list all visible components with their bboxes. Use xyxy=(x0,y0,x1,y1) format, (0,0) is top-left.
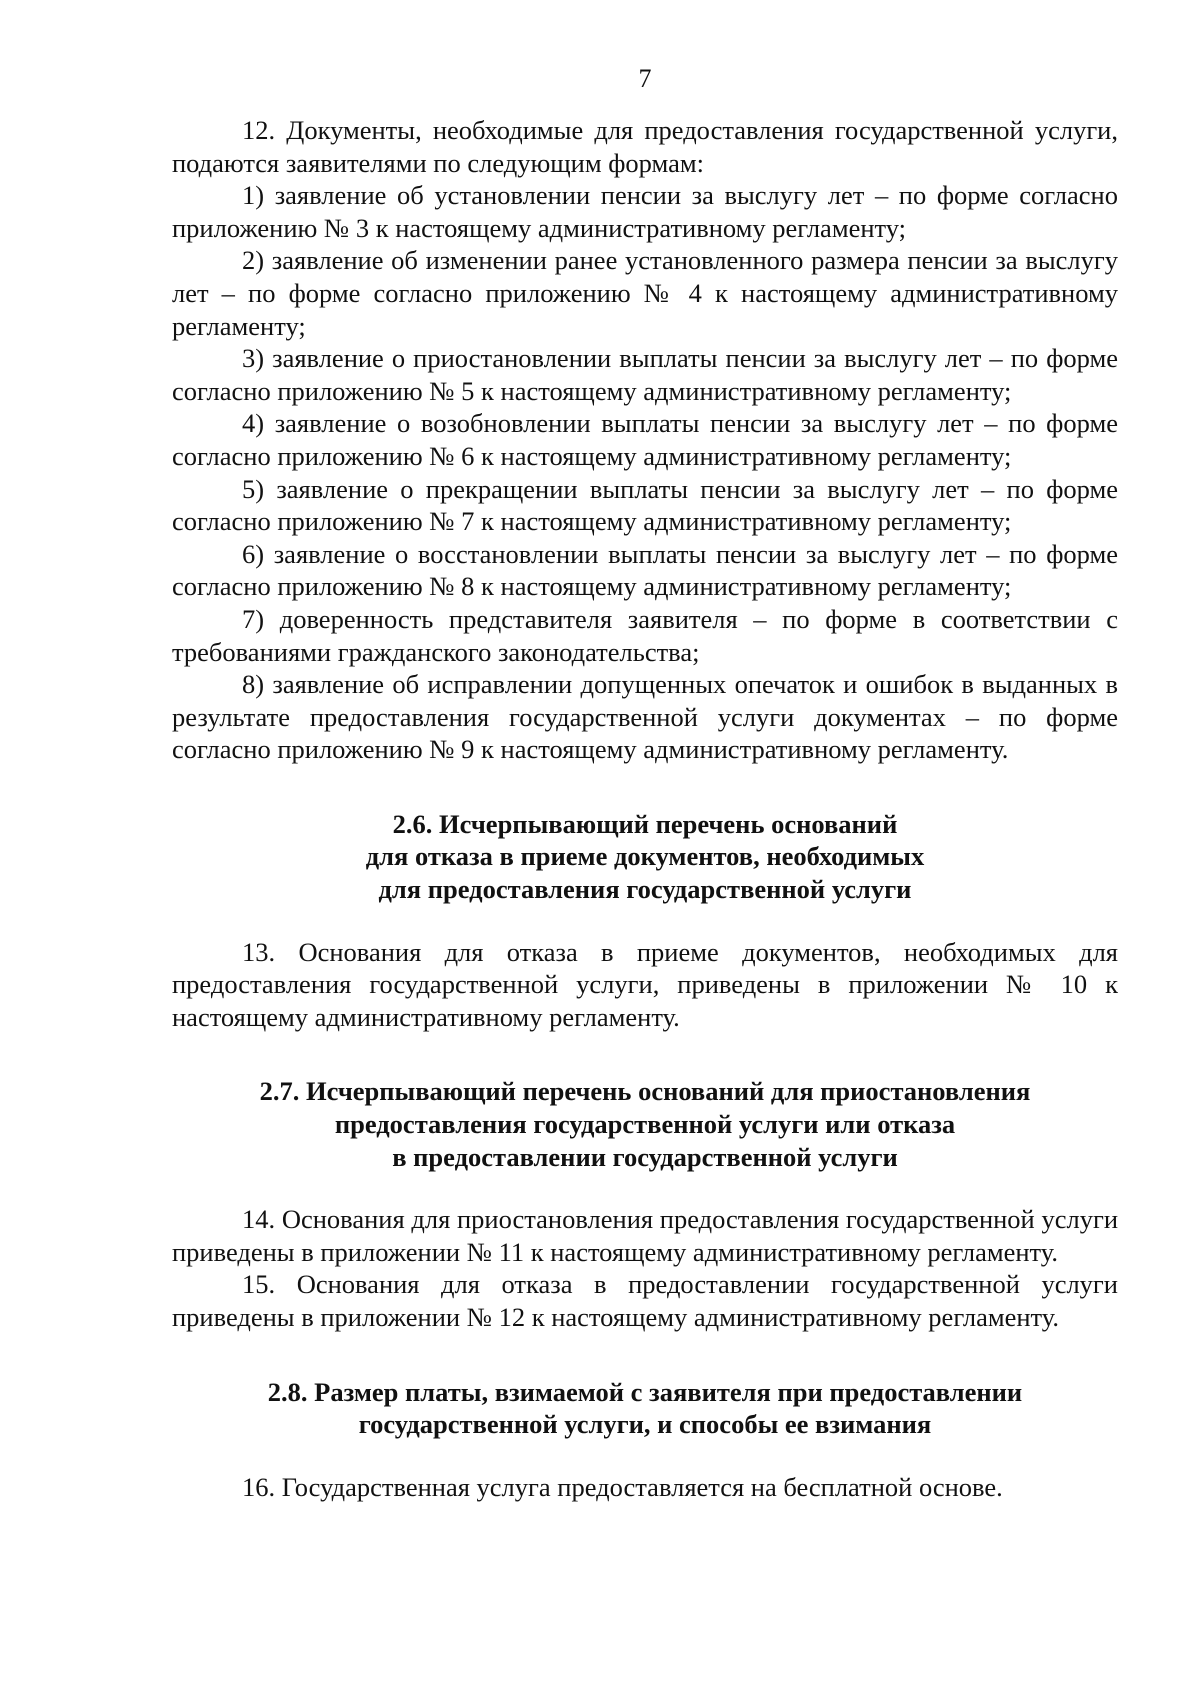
list-item-6: 6) заявление о восстановлении выплаты пенсии за выслугу лет – по форме согласно приложению № 8 к настоящему административному регламенту; xyxy=(172,538,1118,602)
paragraph-15: 15. Основания для отказа в предоставлении государственной услуги приведены в приложении № 12 к настоящему административному регламенту. xyxy=(172,1269,1118,1332)
list-item-1: 1) заявление об установлении пенсии за выслугу лет – по форме согласно приложению № 3 к настоящему административному регламенту; xyxy=(172,180,1118,243)
spacer xyxy=(172,1334,1118,1376)
heading-line: государственной услуги, и способы ее взимания xyxy=(358,1409,932,1440)
spacer xyxy=(172,766,1118,808)
paragraph-14: 14. Основания для приостановления предоставления государственной услуги приведены в приложении № 11 к настоящему административному регламенту. xyxy=(172,1204,1118,1267)
section-heading-2-7 xyxy=(172,1075,1118,1173)
list-item-5: 5) заявление о прекращении выплаты пенсии за выслугу лет – по форме согласно приложению № 7 к настоящему административному регламенту; xyxy=(172,473,1118,537)
spacer xyxy=(172,1033,1118,1075)
heading-line: для отказа в приеме документов, необходимых xyxy=(365,841,925,872)
paragraph-13: 13. Основания для отказа в приеме документов, необходимых для предоставления государственной услуги, приведены в приложении № 10 к настоящему административному регламенту. xyxy=(172,936,1118,1032)
list-item-7: 7) доверенность представителя заявителя – по форме в соответствии с требованиями гражданского законодательства; xyxy=(172,603,1118,667)
heading-line: 2.6. Исчерпывающий перечень оснований xyxy=(392,808,898,839)
list-item-3: 3) заявление о приостановлении выплаты пенсии за выслугу лет – по форме согласно приложению № 5 к настоящему административному регламенту; xyxy=(172,343,1118,406)
heading-line: 2.7. Исчерпывающий перечень оснований для приостановления xyxy=(259,1076,1031,1107)
heading-line: в предоставлении государственной услуги xyxy=(392,1141,898,1172)
list-item-2: 2) заявление об изменении ранее установленного размера пенсии за выслугу лет – по форме согласно приложению № 4 к настоящему административному регламенту; xyxy=(172,245,1118,341)
heading-line: для предоставления государственной услуги xyxy=(378,874,912,905)
heading-line: предоставления государственной услуги или отказа xyxy=(334,1109,956,1140)
heading-line: 2.8. Размер платы, взимаемой с заявителя при предоставлении xyxy=(267,1376,1023,1407)
paragraph-12: 12. Документы, необходимые для предоставления государственной услуги, подаются заявителями по следующим формам: xyxy=(172,115,1118,178)
page-number: 7 xyxy=(638,64,652,93)
spacer xyxy=(172,906,1118,936)
document-body xyxy=(172,114,1118,1503)
spacer xyxy=(172,1441,1118,1471)
section-heading-2-8 xyxy=(172,1376,1118,1441)
list-item-4: 4) заявление о возобновлении выплаты пенсии за выслугу лет – по форме согласно приложению № 6 к настоящему административному регламенту; xyxy=(172,408,1118,471)
paragraph-16: 16. Государственная услуга предоставляется на бесплатной основе. xyxy=(242,1471,1003,1502)
spacer xyxy=(172,1173,1118,1203)
list-item-8: 8) заявление об исправлении допущенных опечаток и ошибок в выданных в результате предоставления государственной услуги документах – по форме согласно приложению № 9 к настоящему административному регламенту. xyxy=(172,669,1118,765)
section-heading-2-6 xyxy=(172,808,1118,906)
